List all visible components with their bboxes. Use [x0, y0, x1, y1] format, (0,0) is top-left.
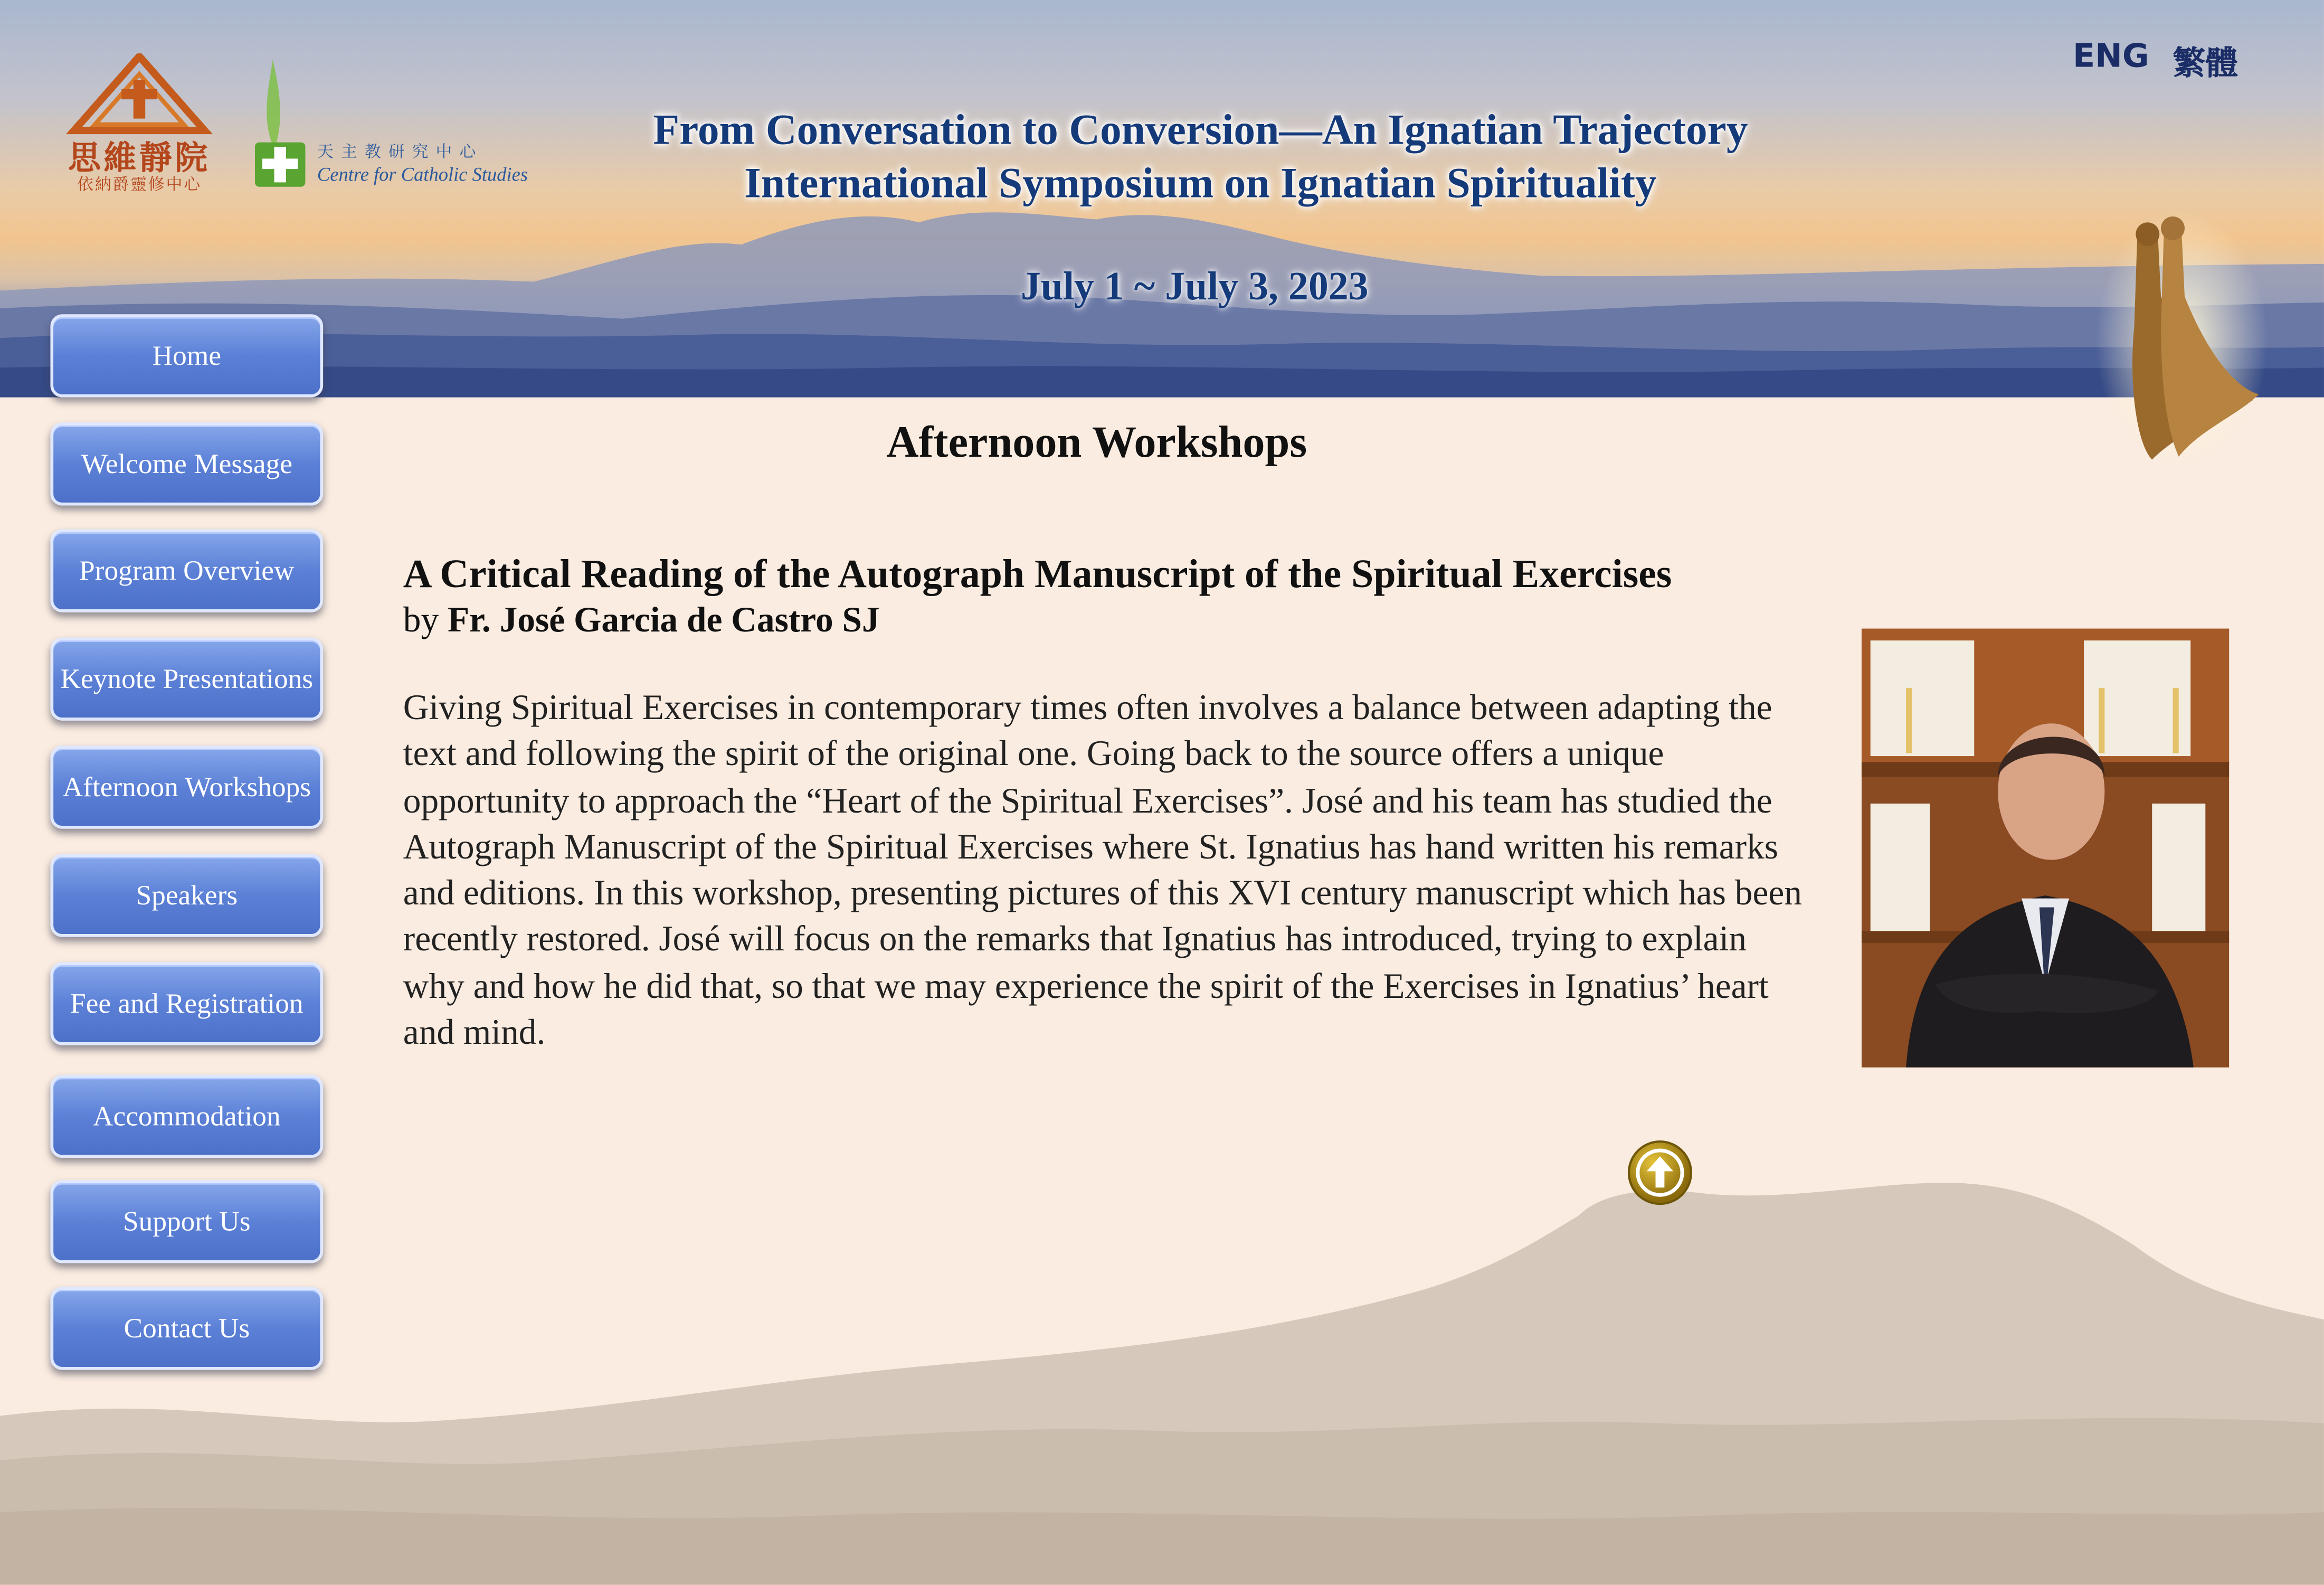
nav-program-overview-button[interactable]: Program Overview — [50, 529, 323, 612]
nav-home-button[interactable]: Home — [50, 314, 323, 397]
lang-eng-link[interactable]: ENG — [2072, 39, 2149, 76]
symposium-title: From Conversation to Conversion—An Ignatian Trajectory — [653, 107, 1748, 155]
nav-accommodation-button[interactable]: Accommodation — [50, 1075, 323, 1158]
logo2-chinese-name: 天主教研究中心 — [317, 144, 483, 162]
workshop-title: A Critical Reading of the Autograph Manuscript of the Spiritual Exercises — [403, 551, 1672, 596]
workshop-description: Giving Spiritual Exercises in contemporary times often involves a balance between adapting the text and following the spirit of the original one. Going back to the source offers a unique opportunity to approach the “Heart of the Spiritual Exercises”. José and his team has studied the Autograph Manuscript of the Spiritual Exercises where St. Ignatius has hand written his remarks and editions. In this workshop, presenting pictures of this XVI century manuscript which has been recently restored. José will focus on the remarks that Ignatius has introduced, trying to explain why and how he did that, so that we may experience the spirit of the Exercises in Ignatius’ heart and mind. — [403, 689, 1803, 1053]
nav-contact-us-button[interactable]: Contact Us — [50, 1287, 323, 1370]
nav-fee-registration-button[interactable]: Fee and Registration — [50, 962, 323, 1045]
logo2-english-name: Centre for Catholic Studies — [317, 163, 528, 185]
tent-cross-logo — [42, 53, 238, 136]
nav-speakers-button[interactable]: Speakers — [50, 854, 323, 937]
speaker-name: Fr. José Garcia de Castro SJ — [448, 602, 880, 641]
arrow-up-circle-icon[interactable] — [1626, 1139, 1694, 1207]
two-pilgrims-figure — [2093, 207, 2271, 474]
language-switcher — [2073, 39, 2238, 84]
retreat-house-logo[interactable] — [42, 53, 238, 202]
catholic-studies-logo[interactable] — [252, 56, 548, 205]
nav-keynote-presentations-button[interactable]: Keynote Presentations — [50, 637, 323, 720]
symposium-subtitle: International Symposium on Ignatian Spirituality — [744, 160, 1657, 208]
logo-chinese-subname: 依納爵靈修中心 — [77, 176, 202, 194]
lang-traditional-chinese-link[interactable]: 繁體 — [2173, 46, 2238, 83]
page-title: Afternoon Workshops — [886, 418, 1307, 467]
cross-leaf-logo — [252, 56, 317, 190]
logo-chinese-name: 思維靜院 — [68, 139, 211, 177]
workshop-byline — [403, 602, 880, 642]
byline-prefix: by — [403, 602, 439, 641]
bottom-mountain-decoration — [0, 1156, 2324, 1585]
header-banner — [0, 0, 2324, 398]
nav-support-us-button[interactable]: Support Us — [50, 1180, 323, 1263]
nav-welcome-message-button[interactable]: Welcome Message — [50, 422, 323, 505]
nav-afternoon-workshops-button[interactable]: Afternoon Workshops — [50, 746, 323, 828]
symposium-dates: July 1 ~ July 3, 2023 — [1020, 263, 1369, 309]
speaker-portrait — [1862, 629, 2229, 1068]
